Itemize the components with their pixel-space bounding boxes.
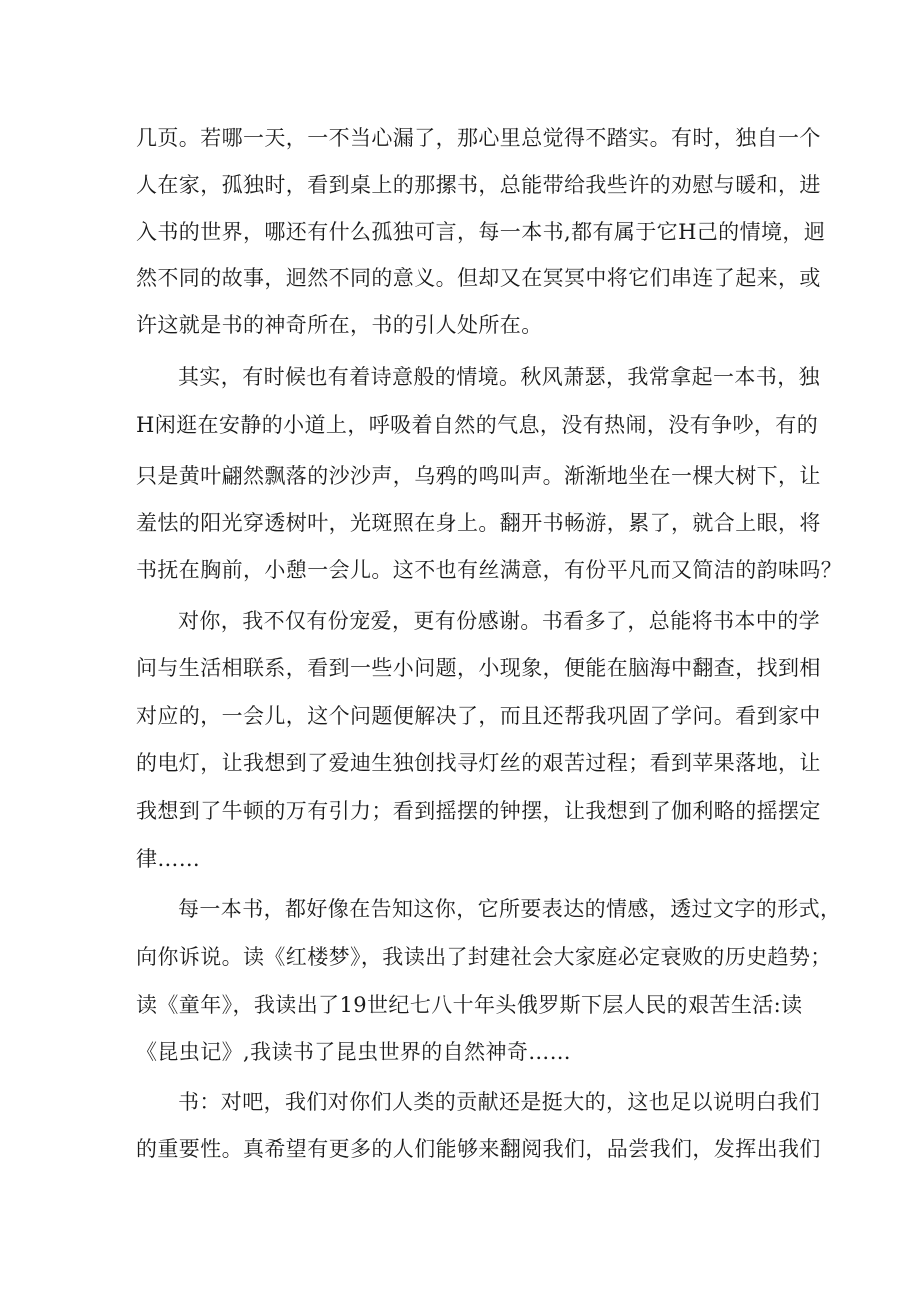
text-line: 只是黄叶翩然飘落的沙沙声，乌鸦的鸣叫声。渐渐地坐在一棵大树下，让 [136,464,821,488]
text-line: 几页。若哪一天，一不当心漏了，那心里总觉得不踏实。有时，独自一个 [136,126,821,150]
text-line: 书抚在胸前，小憩一会儿。这不也有丝满意，有份平凡而又简洁的韵味吗？ [136,558,843,582]
text-line: 入书的世界，哪还有什么孤独可言，每一本书,都有属于它H己的情境，迥 [136,220,826,244]
paragraph-start-line: 其实，有时候也有着诗意般的情境。秋风萧瑟，我常拿起一本书，独 [178,365,820,389]
text-line: H闲逛在安静的小道上，呼吸着自然的气息，没有热闹，没有争吵，有的 [136,413,819,437]
text-line: 《昆虫记》,我读书了昆虫世界的自然神奇…… [136,1040,572,1064]
text-line: 人在家，孤独时，看到桌上的那摞书，总能带给我些许的劝慰与暖和，进 [136,173,821,197]
paragraph-start-line: 书：对吧，我们对你们人类的贡献还是挺大的，这也足以说明白我们 [178,1090,820,1114]
text-line: 羞怯的阳光穿透树叶，光斑照在身上。翻开书畅游，累了，就合上眼，将 [136,511,821,535]
text-line: 向你诉说。读《红楼梦》，我读出了封建社会大家庭必定衰败的历史趋势； [136,945,832,969]
text-line: 然不同的故事，迥然不同的意义。但却又在冥冥中将它们串连了起来，或 [136,266,821,290]
text-line: 律…… [136,847,201,871]
text-line: 问与生活相联系，看到一些小问题，小现象，便能在脑海中翻查，找到相 [136,656,821,680]
text-line: 的电灯，让我想到了爱迪生独创找寻灯丝的艰苦过程；看到苹果落地，让 [136,751,821,775]
text-line: 我想到了牛顿的万有引力；看到摇摆的钟摆，让我想到了伽利略的摇摆定 [136,799,821,823]
text-line: 对应的，一会儿，这个问题便解决了，而且还帮我巩固了学问。看到家中 [136,704,821,728]
text-line: 许这就是书的神奇所在，书的引人处所在。 [136,313,543,337]
text-line: 的重要性。真希望有更多的人们能够来翻阅我们，品尝我们，发挥出我们 [136,1137,821,1161]
text-line: 读《童年》，我读出了19世纪七八十年头俄罗斯下层人民的艰苦生活:读 [136,993,803,1017]
paragraph-start-line: 对你，我不仅有份宠爱，更有份感谢。书看多了，总能将书本中的学 [178,609,820,633]
paragraph-start-line: 每一本书，都好像在告知这你，它所要表达的情感，透过文字的形式， [178,897,842,921]
